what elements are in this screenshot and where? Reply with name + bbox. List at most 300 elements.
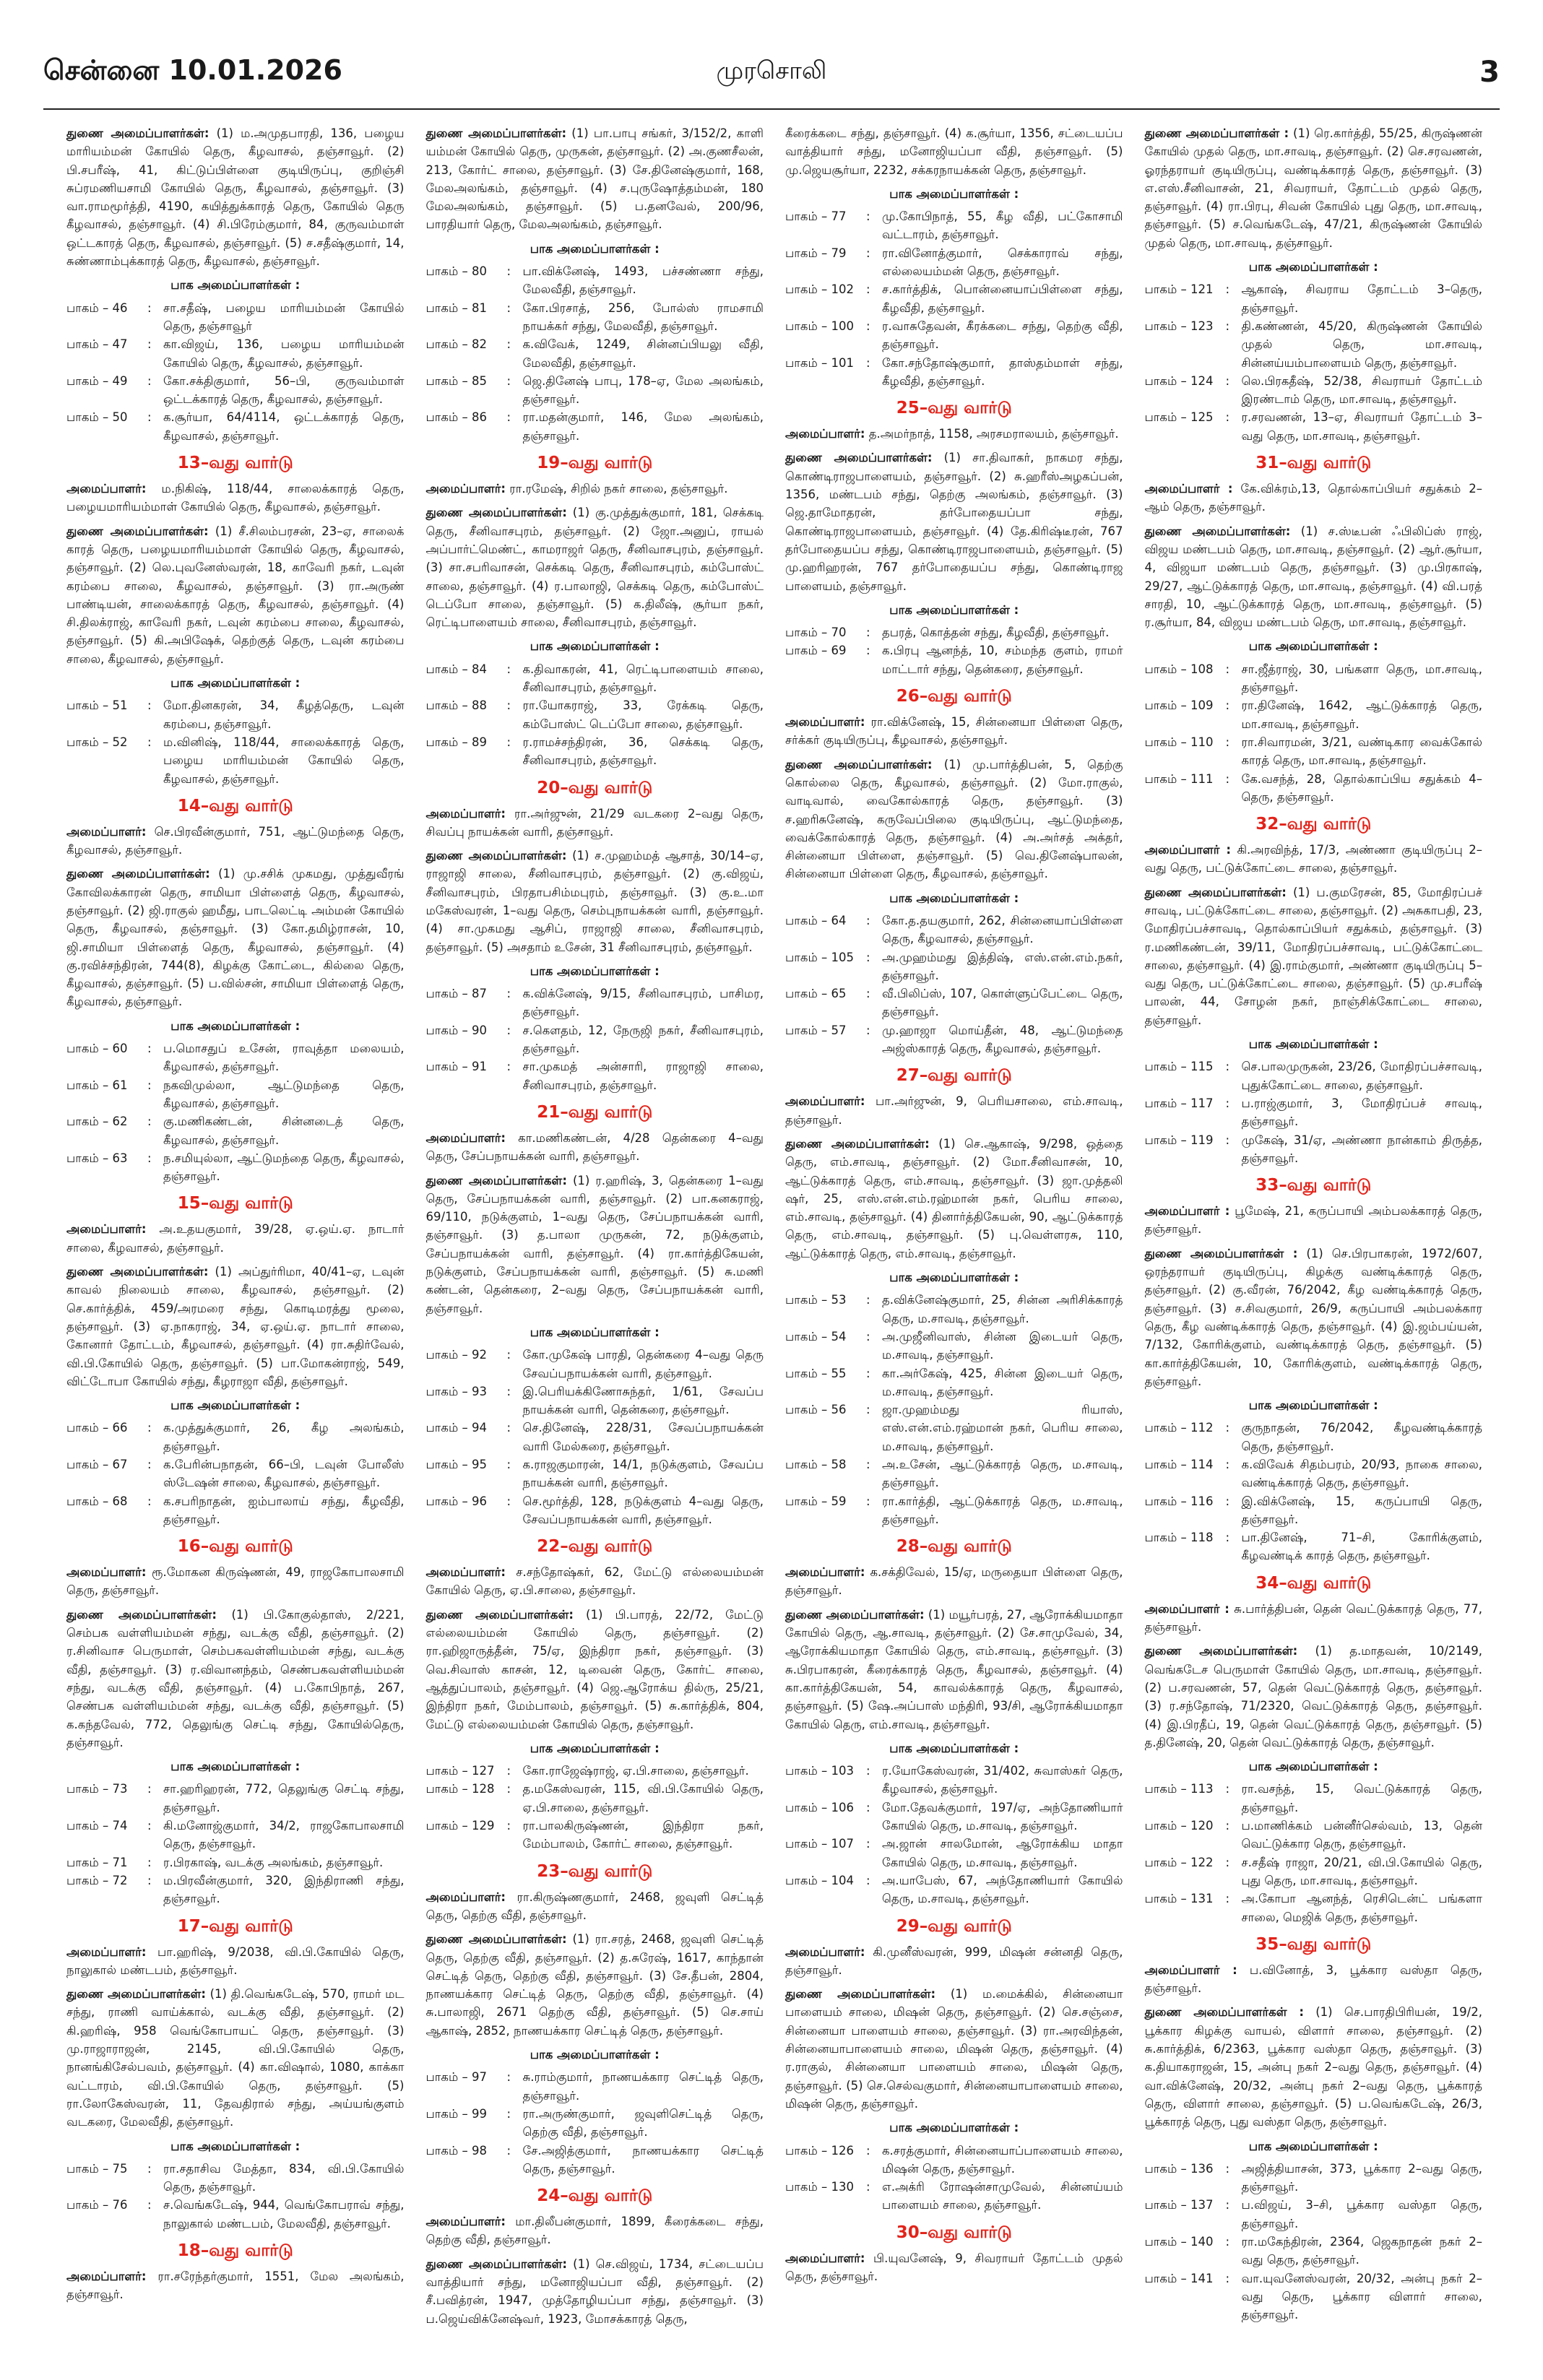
booth-entry (785, 207, 1123, 244)
newspaper-name: முரசொலி (716, 56, 827, 85)
booth-agent: கோ.சக்திகுமார், 56–பி, குருவம்மாள் ஒட்டக்காரத் தெரு, கீழவாசல், தஞ்சாவூர். (163, 373, 405, 407)
booth-number: பாகம் – 95 (425, 1458, 487, 1471)
booth-agent: சே.அஜித்குமார், நாணயக்கார செட்டித் தெரு, தஞ்சாவூர். (522, 2143, 764, 2176)
section-subheading: பாக அமைப்பாளர்கள் : (889, 891, 1019, 905)
section-subheading: பாக அமைப்பாளர்கள் : (1248, 1760, 1378, 1774)
booth-agent: அஜித்தியாசன், 373, பூக்கார 2–வது தெரு, தஞ்சாவூர். (1241, 2161, 1482, 2194)
appointment-text: (1) த.மாதவன், 10/2149, வெங்கடேச பெருமாள் கோயில் தெரு, மா.சாவடி, தஞ்சாவூர். (2) ப.சரவணன், 57, தென் வெட்டுக்காரத் தெரு, தஞ்சாவூர். (3) ர.சந்தோஷ், 71/2320, வெட்டுக்காரத் தெரு, தஞ்சாவூர். (4) இ.பிரதீப், 19, தென் வெட்டுக்காரத் தெரு, தஞ்சாவூர். (5) த.தினேஷ், 20, தென் வெட்டுக்காரத் தெரு, தஞ்சாவூர். (1144, 1644, 1483, 1749)
booth-entry (1145, 2160, 1483, 2197)
ward-heading: 35–வது வார்டு (1255, 1934, 1372, 1954)
booth-agent: ப.மொசதுப் உசேன், ராவுத்தா மலையம், கீழவாசல், தஞ்சாவூர். (163, 1042, 405, 1074)
separator: : (506, 662, 511, 676)
booth-agent: கு.மணிகண்டன், சின்னடைத் தெரு, கீழவாசல், தஞ்சாவூர். (163, 1115, 405, 1147)
separator: : (1225, 1133, 1230, 1147)
appointment-text: க.சக்திவேல், 15/ஏ, மருதையா பிள்ளை தெரு, தஞ்சாவூர். (785, 1565, 1123, 1598)
booth-agent: ச.சதீஷ் ராஜா, 20/21, வி.பி.கோயில் தெரு, புது தெரு, மா.சாவடி, தஞ்சாவூர். (1241, 1855, 1482, 1887)
appointment-text: ம.நிகிஷ், 118/44, சாலைக்காரத் தெரு, பழையமாரியம்மாள் கோயில் தெரு, கீழவாசல், தஞ்சாவூர். (66, 482, 405, 514)
role-label: துணை அமைப்பாளர்கள்: (785, 757, 933, 771)
section-subheading: பாக அமைப்பாளர்கள் : (1248, 1398, 1378, 1413)
section-subheading: பாக அமைப்பாளர்கள் : (1248, 1037, 1378, 1052)
role-label: அமைப்பாளர் : (1144, 1601, 1229, 1616)
booth-number: பாகம் – 112 (1144, 1421, 1214, 1435)
separator: : (866, 1873, 870, 1887)
separator: : (147, 1421, 152, 1435)
separator: : (506, 1764, 511, 1778)
role-label: துணை அமைப்பாளர்கள்: (1144, 885, 1287, 899)
booth-agent: ப.மாணிக்கம் பன்னீர்செல்வம், 13, தென் வெட்டுக்கார தெரு, தஞ்சாவூர். (1241, 1819, 1482, 1851)
booth-agent: ரா.தினேஷ், 1642, ஆட்டுக்காரத் தெரு, மா.சாவடி, தஞ்சாவூர். (1241, 698, 1482, 731)
booth-entry (1145, 660, 1483, 697)
booth-number: பாகம் – 100 (785, 319, 854, 333)
booth-agent: ரா.மகேந்திரன், 2364, ஜெகநாதன் நகர் 2–வது தெரு, தஞ்சாவூர். (1241, 2234, 1482, 2267)
booth-entry (66, 1817, 405, 1853)
booth-entry (785, 244, 1123, 281)
booth-agent: அ.முஹம்மது இத்திஷ், எஸ்.என்.எம்.நகர், தஞ்சாவூர். (882, 950, 1123, 982)
booth-entry (66, 733, 405, 788)
appointment-text: கி.அரவிந்த், 17/3, அண்ணா குடியிருப்பு 2–வது தெரு, பட்டுக்கோட்டை சாலை, தஞ்சாவூர். (1144, 843, 1482, 875)
booth-number: பாகம் – 80 (425, 264, 487, 279)
booth-agent: அ.யாபேஸ், 67, அந்தோணியார் கோயில் தெரு, ம.சாவடி, தஞ்சாவூர். (882, 1873, 1123, 1906)
booth-number: பாகம் – 117 (1144, 1096, 1214, 1110)
appointment-paragraph (785, 425, 1123, 443)
appointment-text: த.அமர்நாத், 1158, அரசமராலயம், தஞ்சாவூர். (868, 427, 1119, 441)
booth-number: பாகம் – 89 (425, 735, 487, 749)
booth-agent: ஆகாஷ், சிவராய தோட்டம் 3–தெரு, தஞ்சாவூர். (1241, 282, 1482, 315)
appointment-text: (1) செ.ஆகாஷ், 9/298, ஒத்தை தெரு, எம்.சாவடி, தஞ்சாவூர். (2) மோ.சீனிவாசன், 10, ஆட்டுக்காரத் தெரு, எம்.சாவடி, தஞ்சாவூர். (3) ஜா.முத்தலி ஷர், 25, எஸ்.என்.எம்.ரஹ்மான் நகர், பெரிய சாலை, எம்.சாவடி, தஞ்சாவூர். (4) தினார்த்திகேயன், 90, ஆட்டுக்காரத் தெரு, எம்.சாவடி, தஞ்சாவூர். (5) பு.வெள்ளரசு, 110, ஆட்டுக்காரத் தெரு, எம்.சாவடி, தஞ்சாவூர். (785, 1136, 1123, 1260)
appointment-text: ரா.சரேந்தர்குமார், 1551, மேல அலங்கம், தஞ்சாவூர். (66, 2269, 405, 2302)
booth-agent: முகேஷ், 31/ஏ, அண்ணா நான்காம் திருத்த, தஞ்சாவூர். (1241, 1133, 1482, 1165)
ward-heading: 34–வது வார்டு (1255, 1573, 1372, 1593)
booth-agent: ர.யோகேஸ்வரன், 31/402, சுவாஸ்கர் தெரு, கீழவாசல், தஞ்சாவூர். (882, 1764, 1123, 1796)
appointment-paragraph (1145, 1245, 1483, 1390)
role-label: துணை அமைப்பாளர்கள்: (425, 1607, 574, 1622)
appointment-text: சு.பார்த்திபன், தென் வெட்டுக்காரத் தெரு, 77, தஞ்சாவூர். (1144, 1601, 1482, 1635)
appointment-paragraph (426, 1888, 764, 1925)
role-label: துணை அமைப்பாளர்கள்: (425, 1173, 567, 1187)
booth-agent: சா.சதீஷ், பழைய மாரியம்மன் கோயில் தெரு, தஞ்சாவூர் (163, 300, 405, 333)
appointment-text: கே.விக்ரம்,13, தொல்காப்பியர் சதுக்கம் 2–ஆம் தெரு, தஞ்சாவூர். (1144, 482, 1482, 514)
ward-heading: 21–வது வார்டு (537, 1102, 653, 1122)
booth-number: பாகம் – 130 (785, 2180, 854, 2194)
ward-heading: 15–வது வார்டு (177, 1194, 293, 1213)
column (66, 124, 405, 2334)
booth-agent: கோ.ராஜேஷ்ராஜ், ஏ.பி.சாலை, தஞ்சாவூர். (522, 1764, 749, 1778)
booth-agent: ர.ராமச்சந்திரன், 36, செக்கடி தெரு, சீனிவாசபுரம், தஞ்சாவூர். (522, 735, 764, 768)
appointment-paragraph (426, 1563, 764, 1600)
section-subheading: பாக அமைப்பாளர்கள் : (889, 602, 1019, 617)
booth-number: பாகம் – 68 (66, 1494, 128, 1508)
booth-agent: சா.முகமத் அன்சாரி, ராஜாஜி சாலை, சீனிவாசபுரம், தஞ்சாவூர். (522, 1060, 764, 1092)
booth-entry (1145, 280, 1483, 317)
appointment-paragraph (426, 1606, 764, 1734)
appointment-text: (1) ம.மைக்கில், சின்னையா பாளையம் சாலை, மிஷன் தெரு, தஞ்சாவூர். (2) செ.சஞ்சை, சின்னையா பாளையம் சாலை, தஞ்சாவூர். (3) ரா.அரவிந்தன், சின்னையாபாளையம் சாலை, மிஷன் தெரு, தஞ்சாவூர். (4) ர.ராகுல், சின்னையா பாளையம் சாலை, மிஷன் தெரு, தஞ்சாவூர். (5) செ.செல்வகுமார், சின்னையாபாளையம் சாலை, மிஷன் தெரு, தஞ்சாவூர். (785, 1987, 1123, 2111)
booth-agent: கோ.த.தயகுமார், 262, சின்னையாப்பிள்ளை தெரு, கீழவாசல், தஞ்சாவூர். (882, 913, 1123, 946)
booth-agent: ம.பிரவீன்குமார், 320, இந்திராணி சந்து, தஞ்சாவூர். (163, 1873, 405, 1906)
booth-number: பாகம் – 58 (785, 1458, 847, 1471)
role-label: துணை அமைப்பாளர்கள்: (425, 506, 567, 520)
booth-entry (1145, 1853, 1483, 1890)
booth-entry (426, 1057, 764, 1094)
appointment-text: கீரைக்கடை சந்து, தஞ்சாவூர். (4) க.சூர்யா, 1356, சட்டையப்ப வாத்தியார் சந்து, மனோஜியப்பா வீதி, தஞ்சாவூர். (5) மு.ஜெயசூர்யா, 2232, சக்கரநாயக்கன் தெரு, தஞ்சாவூர். (785, 126, 1123, 177)
booth-entry (426, 2105, 764, 2142)
separator: : (866, 209, 870, 224)
appointment-text: மா.திலீபன்குமார், 1899, கீரைக்கடை சந்து, தெற்கு வீதி, தஞ்சாவூர். (425, 2215, 764, 2247)
booth-agent: செ.பாலமுருகன், 23/26, மோதிரப்பச்சாவடி, புதுக்கோட்டை சாலை, தஞ்சாவூர். (1241, 1060, 1482, 1092)
separator: : (866, 319, 870, 333)
booth-number: பாகம் – 96 (425, 1494, 487, 1508)
booth-entry (785, 912, 1123, 948)
appointment-paragraph (426, 124, 764, 234)
booth-number: பாகம் – 106 (785, 1800, 854, 1814)
booth-number: பாகம் – 63 (66, 1151, 128, 1165)
booth-agent: சா.ஜீத்ராஜ், 30, பங்களா தெரு, மா.சாவடி, தஞ்சாவூர். (1241, 662, 1482, 695)
booth-agent: ஜா.முஹம்மது ரியாஸ், எஸ்.என்.எம்.ரஹ்மான் நகர், பெரிய சாலை, ம.சாவடி, தஞ்சாவூர். (882, 1403, 1123, 1453)
booth-number: பாகம் – 141 (1144, 2271, 1214, 2285)
column (426, 124, 764, 2334)
booth-agent: குருநாதன், 76/2042, கீழவண்டிக்காரத் தெரு, தஞ்சாவூர். (1241, 1421, 1482, 1453)
separator: : (147, 735, 152, 749)
booth-agent: ஜெ.தினேஷ் பாபு, 178–ஏ, மேல அலங்கம், தஞ்சாவூர். (522, 373, 764, 407)
booth-entry (426, 733, 764, 770)
booth-agent: ரா.சிவாரமன், 3/21, வண்டிகார வைக்கோல் காரத் தெரு, மா.சாவடி, தஞ்சாவூர். (1241, 735, 1482, 768)
booth-agent: க.சூர்யா, 64/4114, ஒட்டக்காரத் தெரு, கீழவாசல், தஞ்சாவூர். (163, 410, 405, 443)
separator: : (506, 373, 511, 388)
role-label: துணை அமைப்பாளர்கள்: (1144, 1644, 1298, 1658)
appointment-paragraph (1145, 883, 1483, 1029)
role-label: அமைப்பாளர்: (785, 1094, 865, 1109)
booth-number: பாகம் – 137 (1144, 2198, 1214, 2212)
separator: : (506, 300, 511, 315)
booth-number: பாகம் – 123 (1144, 319, 1214, 333)
role-label: துணை அமைப்பாளர்கள்: (785, 1987, 936, 2002)
booth-agent: ச.வெங்கடேஷ், 944, வெங்கோபராவ் சந்து, நாலுகால் மண்டபம், மேலவீதி, தஞ்சாவூர். (163, 2198, 405, 2230)
separator: : (1225, 1060, 1230, 1074)
appointment-text: (1) ப.குமரேசன், 85, மோதிரப்பச் சாவடி, பட்டுக்கோட்டை சாலை, தஞ்சாவூர். (2) அசுகாபதி, 23, மோதிரப்பச்சாவடி, தொல்காப்பியர் சதுக்கம், தஞ்சாவூர். (3) ர.மணிகண்டன், 39/11, மோதிரப்பச்சாவடி, பட்டுக்கோட்டை சாலை, தஞ்சாவூர். (4) இ.ராம்குமார், அண்ணா குடியிருப்பு 5–வது தெரு, பட்டுக்கோட்டை சாலை, தஞ்சாவூர். (5) மு.சபரீஷ் பாலன், 44, சோழன் நகர், நாஞ்சிக்கோட்டை சாலை, தஞ்சாவூர். (1144, 885, 1482, 1027)
separator: : (866, 246, 870, 260)
separator: : (866, 1837, 870, 1851)
booth-agent: சா.ஹரிஹரன், 772, தெலுங்கு செட்டி சந்து, தஞ்சாவூர். (163, 1782, 405, 1814)
appointment-text: கி.முனீஸ்வரன், 999, மிஷன் சன்னதி தெரு, தஞ்சாவூர். (785, 1944, 1123, 1977)
separator: : (1225, 2198, 1230, 2212)
booth-number: பாகம் – 67 (66, 1458, 128, 1471)
booth-number: பாகம் – 119 (1144, 1133, 1214, 1147)
booth-number: பாகம் – 116 (1144, 1494, 1214, 1508)
separator: : (506, 735, 511, 749)
separator: : (866, 987, 870, 1001)
appointment-paragraph (785, 1563, 1123, 1600)
separator: : (1225, 771, 1230, 786)
booth-agent: சு.ராம்குமார், நாணயக்கார செட்டித் தெரு, தஞ்சாவூர். (522, 2070, 764, 2103)
role-label: துணை அமைப்பாளர்கள்: (425, 1932, 567, 1947)
section-subheading: பாக அமைப்பாளர்கள் : (170, 278, 301, 293)
appointment-text: ரா.விக்னேஷ், 15, சின்னையா பிள்ளை தெரு, சர்க்கர் குடியிருப்பு, கீழவாசல், தஞ்சாவூர். (785, 715, 1123, 748)
article-columns (66, 124, 1482, 2334)
booth-number: பாகம் – 71 (66, 1855, 128, 1869)
booth-entry (66, 1112, 405, 1149)
role-label: அமைப்பாளர்: (425, 806, 506, 821)
booth-entry (785, 1799, 1123, 1835)
booth-entry (1145, 1817, 1483, 1853)
separator: : (866, 1023, 870, 1037)
appointment-paragraph (785, 713, 1123, 750)
separator: : (866, 950, 870, 964)
column (785, 124, 1123, 2334)
appointment-text: ரூ.மோகன கிருஷ்ணன், 49, ராஜகோபாலசாமி தெரு, தஞ்சாவூர். (66, 1565, 405, 1598)
appointment-paragraph (785, 1985, 1123, 2113)
role-label: அமைப்பாளர்: (66, 1565, 147, 1580)
booth-entry (426, 1492, 764, 1529)
booth-number: பாகம் – 104 (785, 1873, 854, 1887)
booth-entry (426, 372, 764, 409)
role-label: துணை அமைப்பாளர்கள்: (66, 1987, 206, 2002)
booth-agent: அ.ஜான் சாலமோன், ஆரோக்கிய மாதா கோயில் தெரு, ம.சாவடி, தஞ்சாவூர். (882, 1837, 1123, 1869)
booth-number: பாகம் – 122 (1144, 1855, 1214, 1869)
booth-entry (785, 1401, 1123, 1455)
separator: : (506, 1023, 511, 1037)
masthead (43, 51, 1500, 94)
role-label: அமைப்பாளர்: (425, 2215, 506, 2229)
ward-heading: 24–வது வார்டு (537, 2186, 653, 2206)
booth-agent: கி.மனோஜ்குமார், 34/2, ராஜகோபாலசாமி தெரு, தஞ்சாவூர். (163, 1819, 405, 1851)
booth-number: பாகம் – 118 (1144, 1531, 1214, 1545)
separator: : (1225, 319, 1230, 333)
ward-heading: 16–வது வார்டு (177, 1537, 293, 1557)
booth-number: பாகம் – 79 (785, 246, 847, 260)
ward-heading: 23–வது வார்டு (537, 1861, 653, 1881)
role-label: துணை அமைப்பாளர்கள்: (66, 126, 209, 140)
appointment-text: (1) பா.பாபு சங்கர், 3/152/2, காளி யம்மன் கோயில் தெரு, முருகன், தஞ்சாவூர். (2) அ.குணசீலன், 213, கோர்ட் சாலை, தஞ்சாவூர். (3) சே.தினேஷ்குமார், 168, மேலஅலங்கம், தஞ்சாவூர். (4) ச.புருஷோத்தம்மன், 180 மேலஅலங்கம், தஞ்சாவூர். (5) ப.தனவேல், 200/96, பாரதியார் தெரு, மேலஅலங்கம், தஞ்சாவூர். (425, 126, 764, 232)
booth-entry (1145, 1455, 1483, 1492)
booth-entry (426, 660, 764, 697)
booth-number: பாகம் – 46 (66, 300, 128, 315)
booth-number: பாகம் – 52 (66, 735, 128, 749)
separator: : (506, 2143, 511, 2158)
booth-agent: ர.சரவணன், 13–ஏ, சிவராயர் தோட்டம் 3–வது தெரு, மா.சாவடி, தஞ்சாவூர். (1241, 410, 1482, 443)
separator: : (866, 2143, 870, 2158)
appointment-text: பி.யுவனேஷ், 9, சிவராயர் தோட்டம் முதல் தெரு, தஞ்சாவூர். (785, 2251, 1123, 2283)
separator: : (147, 1115, 152, 1129)
appointment-text: (1) ச.முஹம்மத் ஆசாத், 30/14–ஏ, ராஜாஜி சாலை, சீனிவாசபுரம், தஞ்சாவூர். (2) கு.விஜய், சீனிவாசபுரம், பிரதாபசிம்மபுரம், தஞ்சாவூர். (3) கு.உ.மா மகேஸ்வரன், 1–வது தெரு, செம்புநாயக்கன் வாரி, தஞ்சாவூர். (4) சா.முகமது ஆசிப், ராஜாஜி சாலை, சீனிவாசபுரம், தஞ்சாவூர். (5) அசதாம் உசேன், 31 சீனிவாசபுரம், தஞ்சாவூர். (425, 849, 764, 954)
section-subheading: பாக அமைப்பாளர்கள் : (170, 1398, 301, 1413)
booth-entry (785, 1328, 1123, 1364)
appointment-paragraph (426, 503, 764, 631)
booth-entry (1145, 1890, 1483, 1926)
appointment-paragraph (1145, 841, 1483, 878)
booth-number: பாகம் – 98 (425, 2143, 487, 2158)
booth-number: பாகம் – 70 (785, 626, 847, 640)
appointment-text: (1) சீ.சிலம்பரசன், 23–ஏ, சாலைக் காரத் தெரு, பழையமாரியம்மாள் கோயில் தெரு, கீழவாசல், தஞ்சாவூர். (2) லெ.புவனேஸ்வரன், 18, காவேரி நகர், டவுன் கரம்பை சாலை, கீழவாசல், தஞ்சாவூர். (3) ரா.அருண் பாண்டியன், சாலைக்காரத் தெரு, கீழவாசல், தஞ்சாவூர். (4) சி.திலக்ராஜ், காவேரி நகர், டவுன் கரம்பை சாலை, கீழவாசல், தஞ்சாவூர். (5) கி.அபிஷேக், தெற்குத் தெரு, டவுன் கரம்பை சாலை, கீழவாசல், தஞ்சாவூர். (66, 524, 405, 666)
booth-number: பாகம் – 82 (425, 337, 487, 352)
appointment-text: (1) ரா.சரத், 2468, ஜவுளி செட்டித் தெரு, தெற்கு வீதி, தஞ்சாவூர். (2) த.சுரேஷ், 1617, காந்தான் செட்டித் தெரு, தெற்கு வீதி, தஞ்சாவூர். (3) சே.தீபன், 2804, நாணயக்கார செட்டித் தெரு, தெற்கு வீதி, தஞ்சாவூர். (4) சு.பாலாஜி, 2671 தெற்கு வீதி, தஞ்சாவூர். (5) செ.சாய் ஆகாஷ், 2852, நாணயக்கார செட்டித் தெரு, தஞ்சாவூர். (425, 1932, 764, 2038)
booth-number: பாகம் – 110 (1144, 735, 1214, 749)
role-label: அமைப்பாளர்: (66, 1944, 147, 1959)
separator: : (506, 2106, 511, 2121)
appointment-text: (1) மு.சசிக் முகமது, முத்துவீரங் கோவிலக்காரன் தெரு, சாமியா பிள்ளைத் தெரு, கீழவாசல், தஞ்சாவூர். (2) ஜி.ராகுல் ஹமீது, பாடலெட்டி அம்மன் கோயில் தெரு, கீழவாசல், தஞ்சாவூர். (3) கோ.தமிழ்ராசன், 10, ஜி.சாமியா பிள்ளைத் தெரு, கீழவாசல், தஞ்சாவூர். (4) கு.ரவிச்சந்திரன், 744(8), கிழக்கு கோட்டை, கில்லை தெரு, கீழவாசல், தஞ்சாவூர். (5) ப.வில்சன், சாமியா பிள்ளைத் தெரு, கீழவாசல், தஞ்சாவூர். (66, 867, 405, 1009)
booth-number: பாகம் – 88 (425, 698, 487, 713)
appointment-paragraph (426, 480, 764, 498)
appointment-text: (1) ர.ஹரிஷ், 3, தென்கரை 1–வது தெரு, சேப்பநாயக்கன் வாரி, தஞ்சாவூர். (2) பா.கனகராஜ், 69/110, நடுக்குளம், 1–வது தெரு, சேப்பநாயக்கன் வாரி, தஞ்சாவூர். (3) த.பாலா முருகன், 72, நடுக்குளம், சேப்பநாயக்கன் வாரி, தஞ்சாவூர். (4) ரா.கார்த்திகேயன், நடுக்குளம், சேப்பநாயக்கன் வாரி, தஞ்சாவூர். (5) சு.மணி கண்டன், தென்கரை, 2–வது தெரு, சேப்பநாயக்கன் வாரி, தஞ்சாவூர். (425, 1173, 764, 1315)
booth-entry (426, 1382, 764, 1419)
booth-entry (426, 2068, 764, 2105)
section-subheading: பாக அமைப்பாளர்கள் : (889, 2121, 1019, 2135)
booth-number: பாகம் – 94 (425, 1421, 487, 1435)
booth-number: பாகம் – 59 (785, 1494, 847, 1508)
appointment-text: (1) செ.விஜய், 1734, சட்டையப்ப வாத்தியார் சந்து, மனோஜியப்பா வீதி, தஞ்சாவூர். (2) சீ.பவித்ரன், 1947, முத்தோழியப்பா சந்து, தஞ்சாவூர். (3) ப.ஜெய்விக்னேஷ்வர், 1923, மோசக்காரத் தெரு, (425, 2256, 764, 2326)
role-label: துணை அமைப்பாளர்கள்: (1144, 524, 1291, 538)
separator: : (147, 1855, 152, 1869)
booth-number: பாகம் – 66 (66, 1421, 128, 1435)
booth-entry (785, 948, 1123, 985)
booth-agent: க.பிரபு ஆனந்த், 10, சம்மந்த குளம், ராமர் மாட்டார் சந்து, தென்கரை, தஞ்சாவூர். (882, 644, 1123, 676)
ward-heading: 30–வது வார்டு (896, 2223, 1012, 2242)
booth-number: பாகம் – 128 (425, 1782, 495, 1796)
appointment-paragraph (785, 1606, 1123, 1734)
separator: : (147, 698, 152, 713)
booth-agent: அ.கோபா ஆனந்த், ரெசிடென்ட் பங்களா சாலை, மெஜிக் தெரு, தஞ்சாவூர். (1241, 1892, 1482, 1924)
appointment-paragraph (66, 2267, 405, 2304)
separator: : (1225, 735, 1230, 749)
appointment-paragraph (66, 1943, 405, 1980)
booth-number: பாகம் – 114 (1144, 1458, 1214, 1471)
separator: : (147, 373, 152, 388)
booth-entry (426, 985, 764, 1021)
appointment-paragraph (66, 522, 405, 668)
role-label: அமைப்பாளர்: (425, 482, 506, 496)
booth-entry (1145, 2196, 1483, 2233)
section-subheading: பாக அமைப்பாளர்கள் : (889, 186, 1019, 201)
ward-heading: 33–வது வார்டு (1255, 1176, 1372, 1195)
separator: : (1225, 410, 1230, 425)
separator: : (866, 1329, 870, 1343)
booth-agent: க.முத்துக்குமார், 26, கீழ அலங்கம், தஞ்சாவூர். (163, 1421, 405, 1453)
role-label: அமைப்பாளர் : (1144, 843, 1232, 857)
booth-agent: பா.விக்னேஷ், 1493, பச்சண்ணா சந்து, மேலவீதி, தஞ்சாவூர். (522, 264, 764, 297)
appointment-paragraph (66, 1220, 405, 1257)
booth-number: பாகம் – 49 (66, 373, 128, 388)
separator: : (1225, 1494, 1230, 1508)
booth-entry (426, 299, 764, 336)
booth-agent: மோ.தேவக்குமார், 197/ஏ, அந்தோணியார் கோயில் தெரு, ம.சாவடி, தஞ்சாவூர். (882, 1800, 1123, 1833)
appointment-text: செ.பிரவீன்குமார், 751, ஆட்டுமந்தை தெரு, கீழவாசல், தஞ்சாவூர். (66, 824, 405, 857)
separator: : (1225, 1531, 1230, 1545)
separator: : (866, 626, 870, 640)
appointment-text: ரா.கிருஷ்ணகுமார், 2468, ஜவுளி செட்டித் தெரு, தெற்கு வீதி, தஞ்சாவூர். (425, 1890, 764, 1922)
separator: : (506, 1421, 511, 1435)
separator: : (506, 1782, 511, 1796)
ward-heading: 27–வது வார்டு (896, 1066, 1012, 1086)
section-subheading: பாக அமைப்பாளர்கள் : (1248, 639, 1378, 654)
separator: : (1225, 2234, 1230, 2249)
appointment-text: பா.அர்ஜுன், 9, பெரியசாலை, எம்.சாவடி, தஞ்சாவூர். (785, 1094, 1123, 1127)
separator: : (147, 1458, 152, 1471)
booth-entry (785, 1455, 1123, 1492)
booth-number: பாகம் – 121 (1144, 282, 1214, 297)
appointment-text: (1) கு.முத்துக்குமார், 181, செக்கடி தெரு, சீனிவாசபுரம், தஞ்சாவூர். (2) ஜோ.அனுப், ராயல் அப்பார்ட்மெண்ட், காமராஜர் தெரு, சீனிவாசபுரம், தஞ்சாவூர். (3) சா.சபரிவாசன், செக்கடி தெரு, சீனிவாசபுரம், கம்போஸ்ட் சாலை, தஞ்சாவூர். (4) ர.பாலாஜி, செக்கடி தெரு, கம்போஸ்ட் டெப்போ சாலை, தஞ்சாவூர். (5) க.திலீஷ், சூர்யா நகர், ரெட்டிபாளையம் சாலை, சீனிவாசபுரம், தஞ்சாவூர். (425, 506, 764, 630)
separator: : (506, 987, 511, 1001)
appointment-paragraph (66, 865, 405, 1011)
booth-agent: மோ.தினகரன், 34, கீழத்தெரு, டவுன் கரம்பை, தஞ்சாவூர். (163, 698, 405, 731)
separator: : (1225, 1096, 1230, 1110)
booth-number: பாகம் – 75 (66, 2161, 128, 2176)
booth-entry (426, 408, 764, 445)
role-label: அமைப்பாளர்: (66, 824, 147, 839)
section-subheading: பாக அமைப்பாளர்கள் : (889, 1271, 1019, 1285)
booth-entry (66, 408, 405, 445)
appointment-text: கா.மணிகண்டன், 4/28 தென்கரை 4–வது தெரு, சேப்பநாயக்கன் வாரி, தஞ்சாவூர். (425, 1130, 764, 1164)
appointment-paragraph (1145, 522, 1483, 632)
role-label: துணை அமைப்பாளர்கள் : (1144, 2005, 1304, 2020)
booth-entry (66, 2196, 405, 2233)
booth-entry (785, 2178, 1123, 2215)
separator: : (866, 913, 870, 927)
booth-number: பாகம் – 103 (785, 1764, 854, 1778)
appointment-text: (1) அப்துர்ரிமா, 40/41–ஏ, டவுன் காவல் நிலையம் சாலை, கீழவாசல், தஞ்சாவூர். (2) செ.கார்த்திக், 459/அரமரை சந்து, கொடிமரத்து மூலை, தஞ்சாவூர். (3) ஏ.நாகராஜ், 34, ஏ.ஒய்.ஏ. நாடார் சாலை, கோனார் தோட்டம், கீழவாசல், தஞ்சாவூர். (4) ரா.சுதிர்வேல், வி.பி.கோயில் தெரு, தஞ்சாவூர். (5) பா.மோகன்ராஜ், 549, விட்டோபா கோயில் சந்து, கீழராஜா வீதி, தஞ்சாவூர். (66, 1265, 405, 1388)
appointment-paragraph (785, 1092, 1123, 1129)
booth-number: பாகம் – 87 (425, 987, 487, 1001)
section-subheading: பாக அமைப்பாளர்கள் : (889, 1741, 1019, 1755)
booth-entry (785, 317, 1123, 354)
separator: : (506, 1384, 511, 1398)
booth-entry (426, 1455, 764, 1492)
booth-entry (66, 1149, 405, 1186)
booth-agent: த.மகேஸ்வரன், 115, வி.பி.கோயில் தெரு, ஏ.பி.சாலை, தஞ்சாவூர். (522, 1782, 764, 1814)
appointment-paragraph (785, 124, 1123, 179)
page-number: 3 (1479, 56, 1500, 89)
appointment-paragraph (1145, 2003, 1483, 2131)
appointment-paragraph (785, 2249, 1123, 2286)
booth-agent: ம.வினிஷ், 118/44, சாலைக்காரத் தெரு, பழைய மாரியம்மன் கோயில் தெரு, கீழவாசல், தஞ்சாவூர். (163, 735, 405, 786)
booth-number: பாகம் – 105 (785, 950, 854, 964)
separator: : (506, 1348, 511, 1362)
section-subheading: பாக அமைப்பாளர்கள் : (530, 1325, 660, 1339)
booth-number: பாகம் – 65 (785, 987, 847, 1001)
separator: : (147, 2161, 152, 2176)
booth-entry (1145, 770, 1483, 807)
booth-agent: தபரத், கொத்தன் சந்து, கீழவீதி, தஞ்சாவூர். (882, 626, 1110, 640)
booth-entry (785, 280, 1123, 317)
booth-number: பாகம் – 124 (1144, 373, 1214, 388)
booth-entry (1145, 2233, 1483, 2269)
booth-entry (1145, 317, 1483, 372)
booth-entry (66, 335, 405, 372)
booth-number: பாகம் – 60 (66, 1042, 128, 1056)
ward-heading: 18–வது வார்டு (177, 2241, 293, 2260)
booth-agent: வா.யுவனேஸ்வரன், 20/32, அன்பு நகர் 2–வது தெரு, பூக்கார விளார் சாலை, தஞ்சாவூர். (1241, 2271, 1482, 2322)
appointment-paragraph (66, 1985, 405, 2131)
booth-entry (66, 1853, 405, 1871)
booth-agent: க.சபரிநாதன், ஐம்பாலாய் சந்து, கீழவீதி, தஞ்சாவூர். (163, 1494, 405, 1526)
booth-number: பாகம் – 108 (1144, 662, 1214, 676)
booth-number: பாகம் – 86 (425, 410, 487, 425)
booth-agent: அ.உசேன், ஆட்டுக்காரத் தெரு, ம.சாவடி, தஞ்சாவூர். (882, 1458, 1123, 1490)
booth-agent: ரா.கார்த்தி, ஆட்டுக்காரத் தெரு, ம.சாவடி, தஞ்சாவூர். (882, 1494, 1123, 1526)
appointment-text: (1) சா.திவாகர், நாகமர சந்து, கொண்டிராஜபாளையம், தஞ்சாவூர். (2) சு.ஹரீஸ்அழகப்பன், 1356, மண்டபம் சந்து, தெற்கு அலங்கம், தஞ்சாவூர். (3) ஜெ.தாமோதரன், தர்போதையப்பா சந்து, கொண்டிராஜபாளையம், தஞ்சாவூர். (4) தே.கிரிஷ்டீரன், 767 தர்போதையப்ப சந்து, கொண்டிராஜபாளையம், தஞ்சாவூர். (5) மு.ஹரிஹரன், 767 தர்போதையப்ப சந்து, கொண்டிராஜ பாளையம், தஞ்சாவூர். (785, 451, 1123, 593)
appointment-paragraph (426, 2212, 764, 2249)
appointment-text: பா.ஹரிஷ், 9/2038, வி.பி.கோயில் தெரு, நாலுகால் மண்டபம், தஞ்சாவூர். (66, 1944, 405, 1977)
role-label: அமைப்பாளர்: (66, 482, 147, 496)
booth-entry (66, 2160, 405, 2197)
booth-number: பாகம் – 74 (66, 1819, 128, 1833)
booth-agent: எ.அக்ரி ரோஷன்சாமுவேல், சின்னய்யம் பாளையம் சாலை, தஞ்சாவூர். (882, 2180, 1123, 2212)
booth-number: பாகம் – 111 (1144, 771, 1214, 786)
separator: : (147, 300, 152, 315)
appointment-text: (1) பி.பாரத், 22/72, மேட்டு எல்லையம்மன் கோயில் தெரு, தஞ்சாவூர். (2) ரா.ஹிஜாருத்தீன், 75/ஏ, இந்திரா நகர், தஞ்சாவூர். (3) வெ.சிவாஸ் காசன், 12, டிவைன் தெரு, கோர்ட் சாலை, ஆத்துப்பாலம், தஞ்சாவூர். (4) ஜெ.ஆரோக்ய தில்ரு, 25/21, இந்திரா நகர், மேம்பாலம், தஞ்சாவூர். (5) சு.கார்த்திக், 804, மேட்டு எல்லையம்மன் கோயில் தெரு, தஞ்சாவூர். (425, 1607, 764, 1731)
booth-entry (66, 1455, 405, 1492)
role-label: துணை அமைப்பாளர்கள் : (1144, 1246, 1298, 1260)
booth-number: பாகம் – 107 (785, 1837, 854, 1851)
booth-entry (426, 1021, 764, 1058)
separator: : (866, 282, 870, 297)
